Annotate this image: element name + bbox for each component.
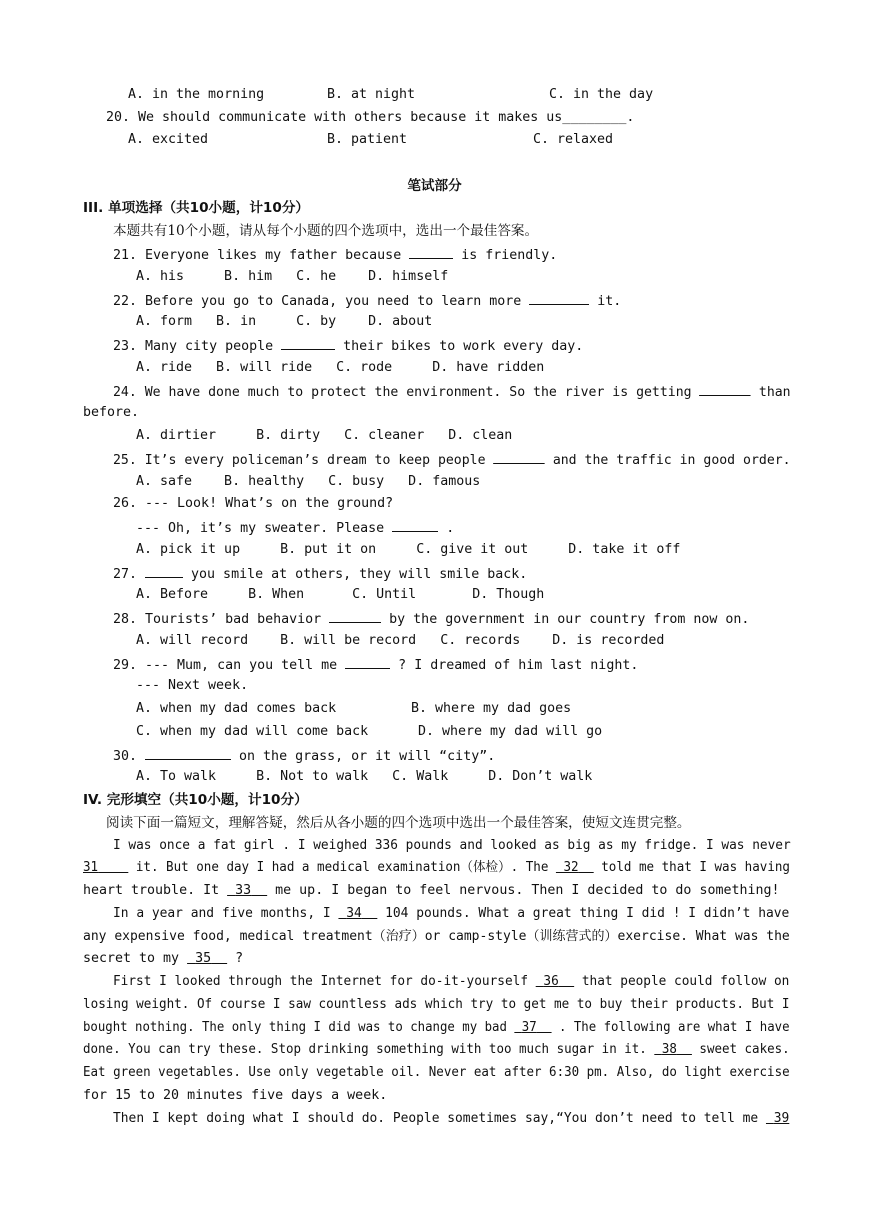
q28-stem: 28. Tourists’ bad behavior by the government in our country from now on. <box>113 612 750 627</box>
q26-options: A. pick it up B. put it on C. give it out D. take it off <box>136 542 681 557</box>
q29-option-b: B. where my dad goes <box>411 701 572 716</box>
blank-34: 34 <box>346 906 362 921</box>
q29-option-d: D. where my dad will go <box>418 724 603 739</box>
q25-stem: 25. It’s every policeman’s dream to keep people and the traffic in good order. <box>113 453 791 468</box>
blank-32: 32 <box>563 860 579 875</box>
q24-options: A. dirtier B. dirty C. cleaner D. clean <box>136 428 513 443</box>
section-4-heading: IV. 完形填空（共10小题，计10分） <box>83 792 308 808</box>
section-3-heading: III. 单项选择（共10小题，计10分） <box>83 200 310 216</box>
q29-line1: 29. --- Mum, can you tell me ? I dreamed of him last night. <box>113 658 639 673</box>
q19-option-a: A. in the morning <box>128 87 265 102</box>
q22-stem: 22. Before you go to Canada, you need to learn more it. <box>113 294 622 309</box>
q30-stem: 30. on the grass, or it will “city”. <box>113 749 496 764</box>
blank-35: 35 <box>195 951 212 966</box>
q30-options: A. To walk B. Not to walk C. Walk D. Don’t walk <box>136 769 593 784</box>
section-3-instruction: 本题共有10个小题，请从每个小题的四个选项中，选出一个最佳答案。 <box>113 223 539 239</box>
q25-options: A. safe B. healthy C. busy D. famous <box>136 474 481 489</box>
passage-p2-line2: any expensive food, medical treatment（治疗）or camp-style（训练营式的）exercise. What was the <box>83 929 790 944</box>
blank-39: 39 <box>773 1111 790 1126</box>
q23-options: A. ride B. will ride C. rode D. have ridden <box>136 360 545 375</box>
q22-options: A. form B. in C. by D. about <box>136 314 433 329</box>
blank-38: 38 <box>661 1042 677 1057</box>
q23-stem: 23. Many city people their bikes to work every day. <box>113 339 584 354</box>
q29-option-c: C. when my dad will come back <box>136 724 369 739</box>
blank-31: 31 <box>83 860 99 875</box>
passage-p4-line1: Then I kept doing what I should do. People sometimes say,“You don’t need to tell me 39 <box>113 1111 790 1126</box>
q26-line1: 26. --- Look! What’s on the ground? <box>113 496 394 511</box>
blank-36: 36 <box>543 974 559 989</box>
blank-33: 33 <box>235 883 252 898</box>
q21-options: A. his B. him C. he D. himself <box>136 269 449 284</box>
passage-p2-line1: In a year and five months, I 34 104 pounds. What a great thing I did ! I didn’t have <box>113 906 790 921</box>
passage-p3-line5: Eat green vegetables. Use only vegetable oil. Never eat after 6:30 pm. Also, do light exercise <box>83 1065 790 1080</box>
passage-p1-line3: heart trouble. It 33 me up. I began to feel nervous. Then I decided to do something! <box>83 883 780 898</box>
passage-p3-line4: done. You can try these. Stop drinking something with too much sugar in it. 38 sweet cakes. <box>83 1042 790 1057</box>
q20-stem: 20. We should communicate with others because it makes us________. <box>106 110 635 125</box>
passage-p1-line1: I was once a fat girl . I weighed 336 pounds and looked as big as my fridge. I was never <box>113 838 791 853</box>
passage-p3-line3: bought nothing. The only thing I did was to change my bad 37 . The following are what I have <box>83 1020 790 1035</box>
q20-option-c: C. relaxed <box>533 132 614 147</box>
q21-stem: 21. Everyone likes my father because is friendly. <box>113 248 558 263</box>
q29-line2: --- Next week. <box>136 678 249 693</box>
section-4-instruction: 阅读下面一篇短文，理解答疑，然后从各小题的四个选项中选出一个最佳答案，使短文连贯完整。 <box>106 815 691 831</box>
q19-option-c: C. in the day <box>549 87 654 102</box>
q27-stem: 27. you smile at others, they will smile back. <box>113 567 528 582</box>
passage-p1-line2: 31 it. But one day I had a medical examination（体检）. The 32 told me that I was having <box>83 860 790 875</box>
q20-option-b: B. patient <box>327 132 408 147</box>
passage-p2-line3: secret to my 35 ? <box>83 951 244 966</box>
passage-p3-line2: losing weight. Of course I saw countless ads which try to get me to buy their products. But I <box>83 997 790 1012</box>
blank-37: 37 <box>521 1020 537 1035</box>
q19-option-b: B. at night <box>327 87 416 102</box>
q26-line2: --- Oh, it’s my sweater. Please . <box>136 521 455 536</box>
passage-p3-line1: First I looked through the Internet for do-it-yourself 36 that people could follow on <box>113 974 790 989</box>
q20-option-a: A. excited <box>128 132 209 147</box>
q24-stem-continued: before. <box>83 405 140 420</box>
q29-option-a: A. when my dad comes back <box>136 701 337 716</box>
q28-options: A. will record B. will be record C. records D. is recorded <box>136 633 665 648</box>
q27-options: A. Before B. When C. Until D. Though <box>136 587 545 602</box>
written-part-title: 笔试部分 <box>407 178 462 194</box>
q24-stem: 24. We have done much to protect the environment. So the river is getting than <box>113 385 791 400</box>
passage-p3-line6: for 15 to 20 minutes five days a week. <box>83 1088 388 1103</box>
